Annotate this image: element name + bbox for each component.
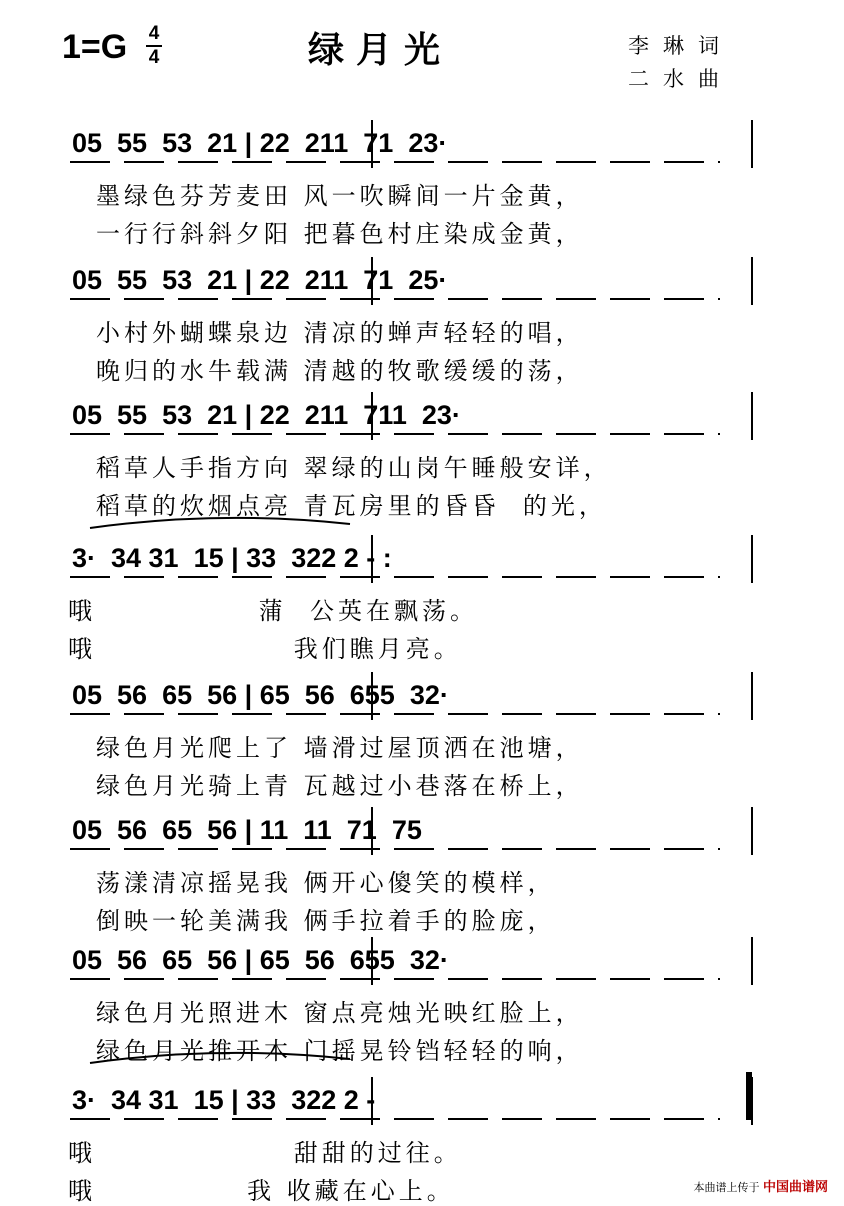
- lyric-verse-2: 倒映一轮美满我 俩手拉着手的脸庞，: [96, 907, 556, 935]
- notes-line: 3· 34 31 15 | 33 322 2 -: [72, 1085, 376, 1115]
- lyric-verse-1: 荡漾清凉摇晃我 俩开心傻笑的模样，: [96, 869, 556, 897]
- tie-arc: [90, 518, 350, 528]
- lyric-verse-2: 绿色月光推开木 门摇晃铃铛轻轻的响，: [96, 1037, 584, 1065]
- time-numerator: 4: [148, 23, 160, 44]
- lyric-verse-1: 稻草人手指方向 翠绿的山岗午睡般安详，: [96, 454, 612, 482]
- lyric-verse-1: 绿色月光爬上了 墙滑过屋顶洒在池塘，: [96, 734, 584, 762]
- lyric-verse-2: 哦 我 收藏在心上。: [68, 1177, 455, 1205]
- lyric-verse-1: 绿色月光照进木 窗点亮烛光映红脸上，: [96, 999, 584, 1027]
- time-denominator: 4: [148, 47, 160, 68]
- notes-line: 05 55 53 21 | 22 211 71 25·: [72, 265, 448, 295]
- notes-line: 3· 34 31 15 | 33 322 2 - :: [72, 543, 392, 573]
- final-barline: [746, 1072, 752, 1120]
- lyric-verse-1: 哦 蒲 公英在飘荡。: [68, 597, 479, 625]
- watermark-brand: 中国曲谱网: [762, 1180, 828, 1195]
- watermark: [693, 1176, 828, 1195]
- lyric-verse-1: 哦 甜甜的过往。: [68, 1139, 462, 1167]
- song-title: 绿月光: [308, 30, 453, 71]
- watermark-text: 本曲谱上传于: [693, 1181, 760, 1194]
- lyric-verse-1: 墨绿色芬芳麦田 风一吹瞬间一片金黄，: [96, 182, 584, 210]
- notes-line: 05 56 65 56 | 65 56 655 32·: [72, 945, 449, 975]
- lyric-verse-1: 小村外蝴蝶泉边 清凉的蝉声轻轻的唱，: [96, 319, 584, 347]
- lyric-verse-2: 绿色月光骑上青 瓦越过小巷落在桥上，: [96, 772, 584, 800]
- lyricist-credit: 李琳词: [628, 34, 733, 58]
- key-signature: 1=G: [62, 28, 128, 66]
- notes-line: 05 55 53 21 | 22 211 71 23·: [72, 128, 448, 158]
- notes-line: 05 55 53 21 | 22 211 711 23·: [72, 400, 461, 430]
- notes-line: 05 56 65 56 | 11 11 71 75: [72, 815, 422, 845]
- tie-arc: [90, 1053, 350, 1063]
- composer-credit: 二水曲: [628, 67, 733, 91]
- lyric-verse-2: 稻草的炊烟点亮 青瓦房里的昏昏 的光，: [96, 492, 607, 520]
- lyric-verse-2: 晚归的水牛载满 清越的牧歌缓缓的荡，: [96, 357, 584, 385]
- notes-line: 05 56 65 56 | 65 56 655 32·: [72, 680, 449, 710]
- lyric-verse-2: 哦 我们瞧月亮。: [68, 635, 462, 663]
- lyric-verse-2: 一行行斜斜夕阳 把暮色村庄染成金黄，: [96, 220, 584, 248]
